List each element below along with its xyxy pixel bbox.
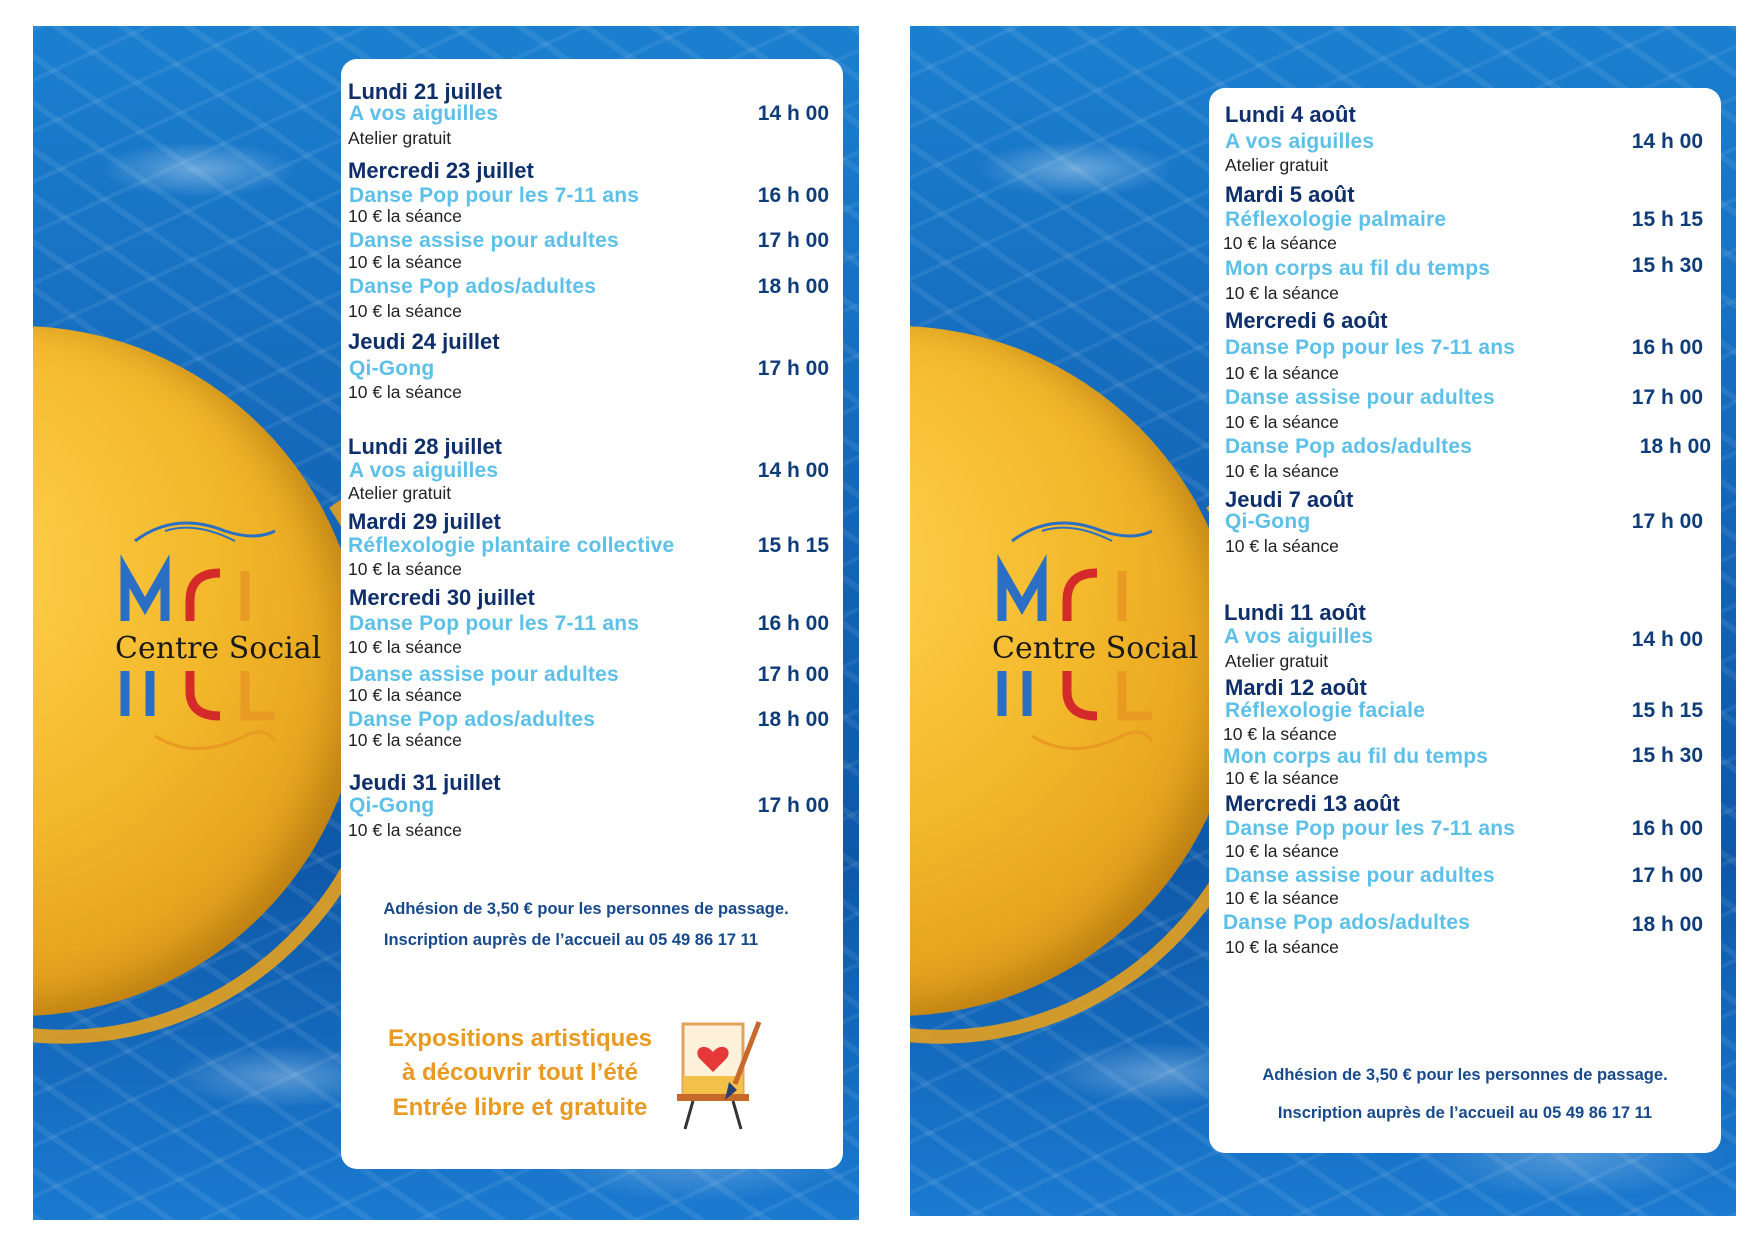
activity-name: Qi-Gong — [349, 794, 435, 817]
mcl-logo — [992, 511, 1199, 781]
activity-name: Danse Pop pour les 7-11 ans — [349, 612, 640, 635]
day-heading: Lundi 11 août — [1224, 600, 1366, 625]
activity-name: A vos aiguilles — [1224, 625, 1374, 648]
day-heading: Jeudi 7 août — [1225, 487, 1354, 512]
schedule-card — [341, 59, 843, 1169]
registration-note: Inscription auprès de l’accueil au 05 49 86 17 11 — [383, 931, 759, 949]
activity-name: A vos aiguilles — [349, 102, 499, 125]
flyer-july — [33, 26, 859, 1220]
activity-note: 10 € la séance — [1225, 283, 1339, 303]
activity-time: 16 h 00 — [757, 612, 829, 635]
day-heading: Mardi 5 août — [1225, 182, 1355, 207]
activity-note: 10 € la séance — [348, 301, 462, 321]
activity-time: 17 h 00 — [757, 663, 829, 686]
activity-time: 17 h 00 — [1631, 510, 1703, 533]
activity-name: Réflexologie palmaire — [1225, 208, 1447, 231]
flyer-august — [910, 26, 1736, 1216]
activity-time: 18 h 00 — [1639, 435, 1711, 458]
activity-name: Qi-Gong — [1225, 510, 1311, 533]
activity-time: 16 h 00 — [1631, 817, 1703, 840]
activity-name: Danse assise pour adultes — [1225, 386, 1495, 409]
activity-note: 10 € la séance — [348, 820, 462, 840]
day-heading: Lundi 4 août — [1225, 102, 1356, 127]
activity-note: 10 € la séance — [1225, 768, 1339, 788]
activity-time: 15 h 30 — [1631, 254, 1703, 277]
activity-note: 10 € la séance — [1225, 363, 1339, 383]
activity-time: 15 h 15 — [1631, 699, 1703, 722]
activity-time: 17 h 00 — [1631, 864, 1703, 887]
day-heading: Lundi 28 juillet — [348, 434, 503, 459]
activity-note: 10 € la séance — [1223, 233, 1337, 253]
activity-note: Atelier gratuit — [348, 483, 452, 503]
activity-name: Danse Pop pour les 7-11 ans — [1225, 336, 1516, 359]
day-heading: Mercredi 6 août — [1225, 308, 1388, 333]
activity-time: 15 h 30 — [1631, 744, 1703, 767]
activity-note: 10 € la séance — [1225, 461, 1339, 481]
activity-note: 10 € la séance — [1225, 937, 1339, 957]
activity-time: 14 h 00 — [757, 459, 829, 482]
day-heading: Mercredi 30 juillet — [349, 585, 535, 610]
activity-note: 10 € la séance — [348, 685, 462, 705]
schedule-card — [1209, 88, 1721, 1153]
activity-name: Réflexologie faciale — [1225, 699, 1426, 722]
activity-note: 10 € la séance — [348, 382, 462, 402]
activity-name: Mon corps au fil du temps — [1223, 745, 1489, 768]
day-heading: Jeudi 31 juillet — [349, 770, 501, 795]
activity-note: 10 € la séance — [1223, 724, 1337, 744]
logo-text: Centre Social — [992, 631, 1199, 666]
activity-note: 10 € la séance — [1225, 841, 1339, 861]
activity-name: Danse assise pour adultes — [349, 229, 619, 252]
logo-text: Centre Social — [115, 631, 322, 666]
activity-time: 18 h 00 — [757, 708, 829, 731]
activity-note: 10 € la séance — [348, 206, 462, 226]
activity-note: Atelier gratuit — [1225, 651, 1329, 671]
activity-time: 15 h 15 — [757, 534, 829, 557]
activity-note: Atelier gratuit — [1225, 155, 1329, 175]
activity-note: 10 € la séance — [348, 559, 462, 579]
activity-time: 16 h 00 — [1631, 336, 1703, 359]
activity-time: 18 h 00 — [1631, 913, 1703, 936]
activity-note: 10 € la séance — [348, 730, 462, 750]
activity-note: Atelier gratuit — [348, 128, 452, 148]
activity-time: 14 h 00 — [1631, 130, 1703, 153]
activity-name: Danse Pop ados/adultes — [1225, 435, 1473, 458]
activity-time: 16 h 00 — [757, 184, 829, 207]
activity-time: 17 h 00 — [757, 357, 829, 380]
expo-line: Entrée libre et gratuite — [392, 1094, 648, 1121]
day-heading: Jeudi 24 juillet — [348, 329, 500, 354]
activity-time: 17 h 00 — [1631, 386, 1703, 409]
day-heading: Mercredi 23 juillet — [348, 158, 534, 183]
activity-name: Danse Pop pour les 7-11 ans — [1225, 817, 1516, 840]
activity-name: Danse assise pour adultes — [349, 663, 619, 686]
activity-name: A vos aiguilles — [1225, 130, 1375, 153]
activity-name: Danse assise pour adultes — [1225, 864, 1495, 887]
activity-name: Réflexologie plantaire collective — [348, 534, 675, 557]
activity-name: Qi-Gong — [349, 357, 435, 380]
membership-note: Adhésion de 3,50 € pour les personnes de passage. — [1262, 1066, 1668, 1084]
activity-name: Danse Pop ados/adultes — [348, 708, 596, 731]
mcl-logo — [115, 511, 322, 781]
activity-time: 15 h 15 — [1631, 208, 1703, 231]
activity-note: 10 € la séance — [1225, 412, 1339, 432]
activity-name: Danse Pop ados/adultes — [349, 275, 597, 298]
activity-name: Mon corps au fil du temps — [1225, 257, 1491, 280]
activity-time: 18 h 00 — [757, 275, 829, 298]
activity-name: A vos aiguilles — [349, 459, 499, 482]
activity-time: 14 h 00 — [757, 102, 829, 125]
activity-note: 10 € la séance — [348, 637, 462, 657]
activity-time: 17 h 00 — [757, 794, 829, 817]
expo-line: à découvrir tout l’été — [401, 1059, 639, 1086]
activity-time: 14 h 00 — [1631, 628, 1703, 651]
registration-note: Inscription auprès de l’accueil au 05 49 86 17 11 — [1277, 1104, 1653, 1122]
activity-name: Danse Pop ados/adultes — [1223, 911, 1471, 934]
activity-time: 17 h 00 — [757, 229, 829, 252]
day-heading: Mercredi 13 août — [1225, 791, 1400, 816]
activity-note: 10 € la séance — [1225, 536, 1339, 556]
easel-icon — [675, 1014, 765, 1134]
activity-note: 10 € la séance — [1225, 888, 1339, 908]
membership-note: Adhésion de 3,50 € pour les personnes de passage. — [383, 900, 789, 918]
day-heading: Mardi 29 juillet — [348, 509, 501, 534]
activity-name: Danse Pop pour les 7-11 ans — [349, 184, 640, 207]
expo-line: Expositions artistiques — [387, 1025, 653, 1052]
day-heading: Lundi 21 juillet — [348, 79, 503, 104]
day-heading: Mardi 12 août — [1225, 675, 1367, 700]
activity-note: 10 € la séance — [348, 252, 462, 272]
